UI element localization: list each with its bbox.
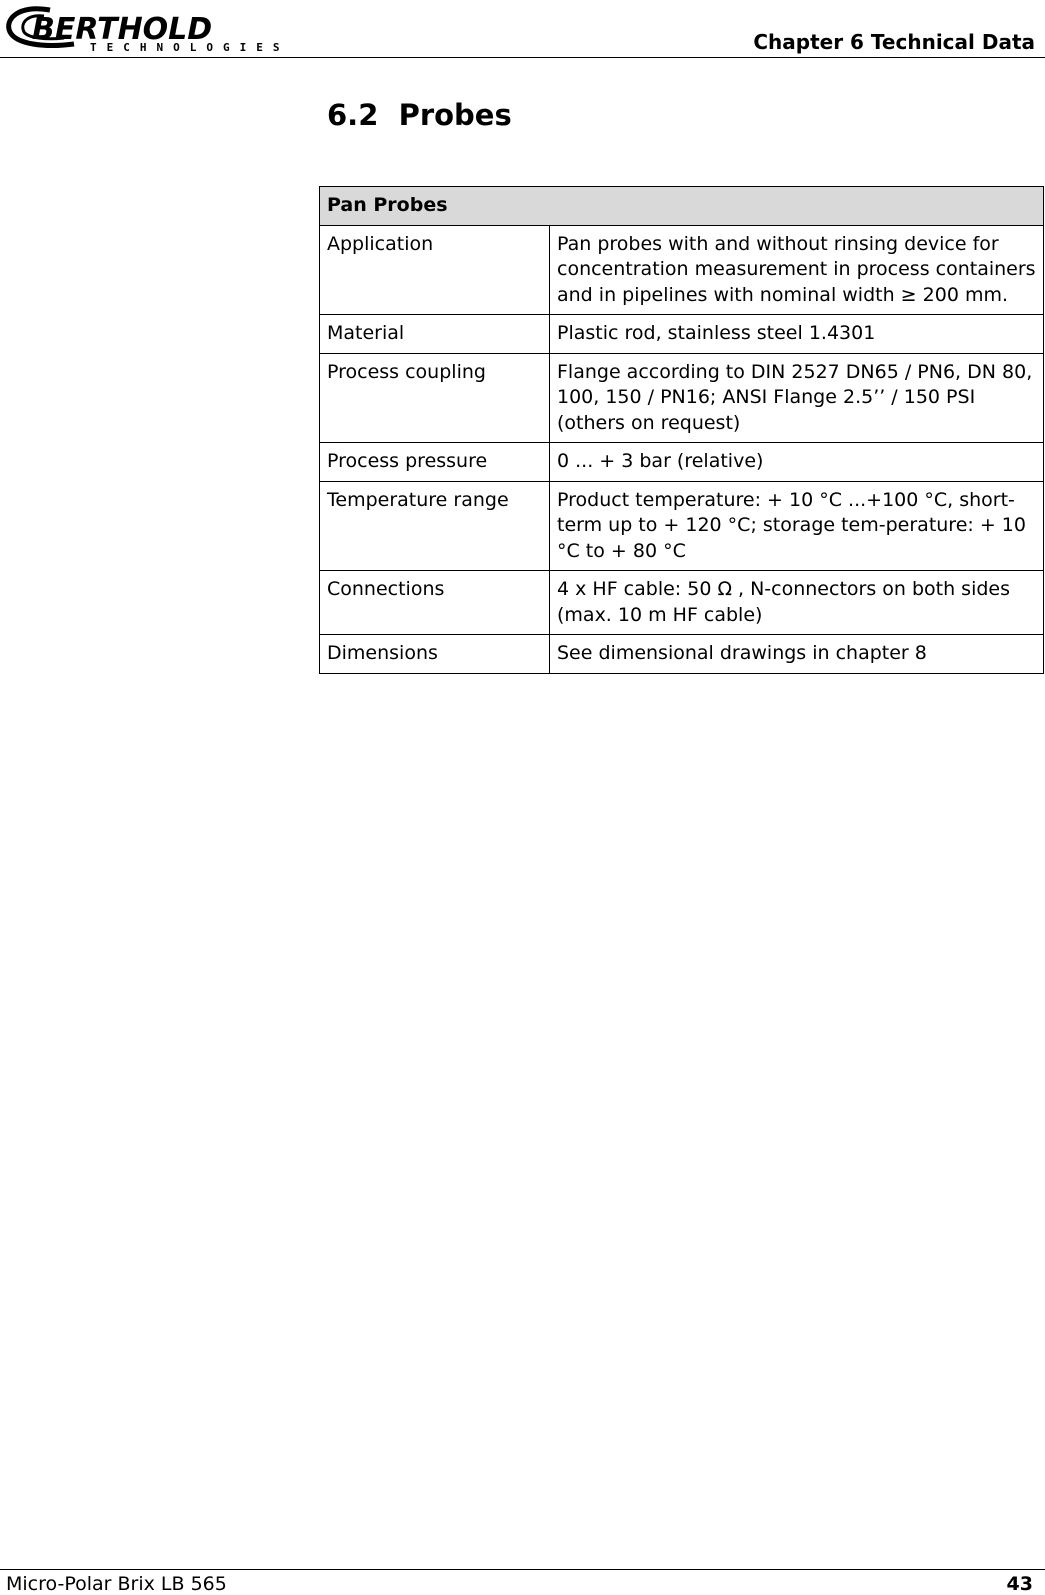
row-label: Temperature range — [320, 481, 550, 571]
header-divider — [0, 57, 1045, 58]
table-title: Pan Probes — [320, 187, 1044, 226]
page-number: 43 — [1006, 1573, 1033, 1595]
table-header-row — [320, 187, 1044, 226]
logo-brand: BERTHOLD — [32, 12, 213, 47]
section-heading: 6.2 Probes — [327, 98, 512, 132]
row-value: 4 x HF cable: 50 Ω , N-connectors on both sides (max. 10 m HF cable) — [550, 571, 1044, 635]
chapter-title: Chapter 6 Technical Data — [753, 30, 1035, 54]
row-label: Process pressure — [320, 443, 550, 482]
row-value: Flange according to DIN 2527 DN65 / PN6, DN 80, 100, 150 / PN16; ANSI Flange 2.5’’ / 150 PSI (others on request) — [550, 353, 1044, 443]
table-row — [320, 443, 1044, 482]
table-row — [320, 353, 1044, 443]
table-row — [320, 481, 1044, 571]
footer-product-name: Micro-Polar Brix LB 565 — [6, 1573, 227, 1595]
pan-probes-table — [319, 186, 1044, 674]
row-value: 0 ... + 3 bar (relative) — [550, 443, 1044, 482]
row-label: Dimensions — [320, 635, 550, 674]
row-label: Application — [320, 225, 550, 315]
berthold-logo — [4, 2, 304, 56]
logo-tagline: TECHNOLOGIES — [90, 41, 290, 54]
row-value: Pan probes with and without rinsing device for concentration measurement in process containers and in pipelines with nominal width ≥ 200 mm. — [550, 225, 1044, 315]
table-row — [320, 315, 1044, 354]
row-value: Product temperature: + 10 °C ...+100 °C, short-term up to + 120 °C; storage tem-perature: + 10 °C to + 80 °C — [550, 481, 1044, 571]
table-row — [320, 571, 1044, 635]
row-label: Material — [320, 315, 550, 354]
table-row — [320, 635, 1044, 674]
row-value: See dimensional drawings in chapter 8 — [550, 635, 1044, 674]
footer-divider — [0, 1569, 1045, 1570]
table-row — [320, 225, 1044, 315]
row-value: Plastic rod, stainless steel 1.4301 — [550, 315, 1044, 354]
row-label: Connections — [320, 571, 550, 635]
row-label: Process coupling — [320, 353, 550, 443]
